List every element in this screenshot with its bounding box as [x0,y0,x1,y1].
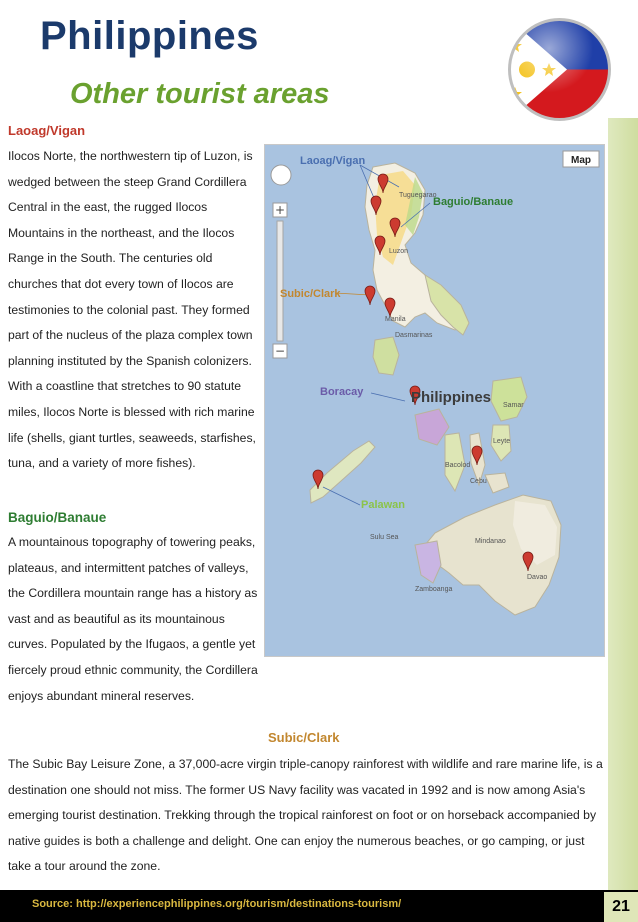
map-place-leyte: Leyte [493,438,511,445]
philippine-flag-icon [507,17,612,122]
svg-text:−: − [274,344,286,358]
map-place-cebu: Cebu [470,478,487,485]
section-text-laoag: Ilocos Norte, the northwestern tip of Luzon, is wedged between the steep Grand Cordillera Central in the east, the rugged Ilocos Mountains in the northeast, and the Ilocos Range in the South. The centuries old churches that dot every town of Ilocos are testimonies to the colonial past. They formed part of the nucleus of the plaza complex town planning instituted by the Spanish colonizers. With a coastline that stretches to 90 statute miles, Ilocos Norte is blessed with rich marine life (shells, giant turtles, seaweeds, starfishes, tuna, and a variety of more fishes). [8,149,256,471]
map-place-tuguegarao: Tuguegarao [399,192,437,199]
sidebar-decoration [608,118,638,890]
map-place-dasmarinas: Dasmarinas [395,332,433,339]
page-subtitle: Other tourist areas [70,78,330,110]
map-place-samar: Samar [503,402,524,409]
map-place-davao: Davao [527,574,548,581]
source-link[interactable]: Source: http://experiencephilippines.org/tourism/destinations-tourism/ [32,898,402,910]
map-canvas [265,145,604,656]
section-title-subic: Subic/Clark [268,730,340,745]
zamboanga-peninsula [415,541,441,583]
callout-baguio: Baguio/Banaue [433,196,514,208]
callout-laoag: Laoag/Vigan [300,155,366,167]
map-place-luzon: Luzon [389,248,409,255]
svg-text:+: + [274,203,286,217]
panay-island [415,409,449,445]
page-title: Philippines [40,14,259,58]
callout-subic: Subic/Clark [280,288,341,300]
page-number: 21 [604,892,638,922]
section-title-baguio: Baguio/Banaue [8,510,107,525]
map-type-button[interactable]: Map [571,155,591,166]
callout-boracay: Boracay [320,386,364,398]
map-country-label: Philippines [411,389,492,406]
map-place-zamboanga: Zamboanga [415,586,453,593]
section-text-baguio: A mountainous topography of towering peaks, plateaus, and intermittent patches of valleys, the Cordillera mountain range has a history as vast and as beautiful as its mountainous curves. Populated by the Ifugaos, a gentle yet fiercely proud ethnic community, the Cordillera enjoys abundant mineral reserves. [8,535,258,703]
map-place-mindanao: Mindanao [475,538,506,545]
mindoro-island [373,337,399,375]
samar-island [491,377,527,421]
section-text-subic: The Subic Bay Leisure Zone, a 37,000-acre virgin triple-canopy rainforest with wildlife and rare marine life, is a destination one should not miss. The former US Navy facility was vacated in 1992 and is now among Asia's emerging tourist destination. Trekking through the tropical rainforest on foot or on horseback accompanied by native guides is both a challenge and delight. One can enjoy the numerous beaches, or go camping, or just take a tour around the zone. [8,757,603,874]
zoom-slider[interactable] [277,221,283,341]
section-title-laoag: Laoag/Vigan [8,123,86,138]
pan-control-icon[interactable] [271,165,291,185]
bohol-island [485,473,509,493]
callout-palawan: Palawan [361,499,406,511]
map-place-sulu-sea: Sulu Sea [370,534,399,541]
philippines-map[interactable] [264,144,605,657]
map-place-bacolod: Bacolod [445,462,471,469]
map-place-manila: Manila [385,316,406,323]
